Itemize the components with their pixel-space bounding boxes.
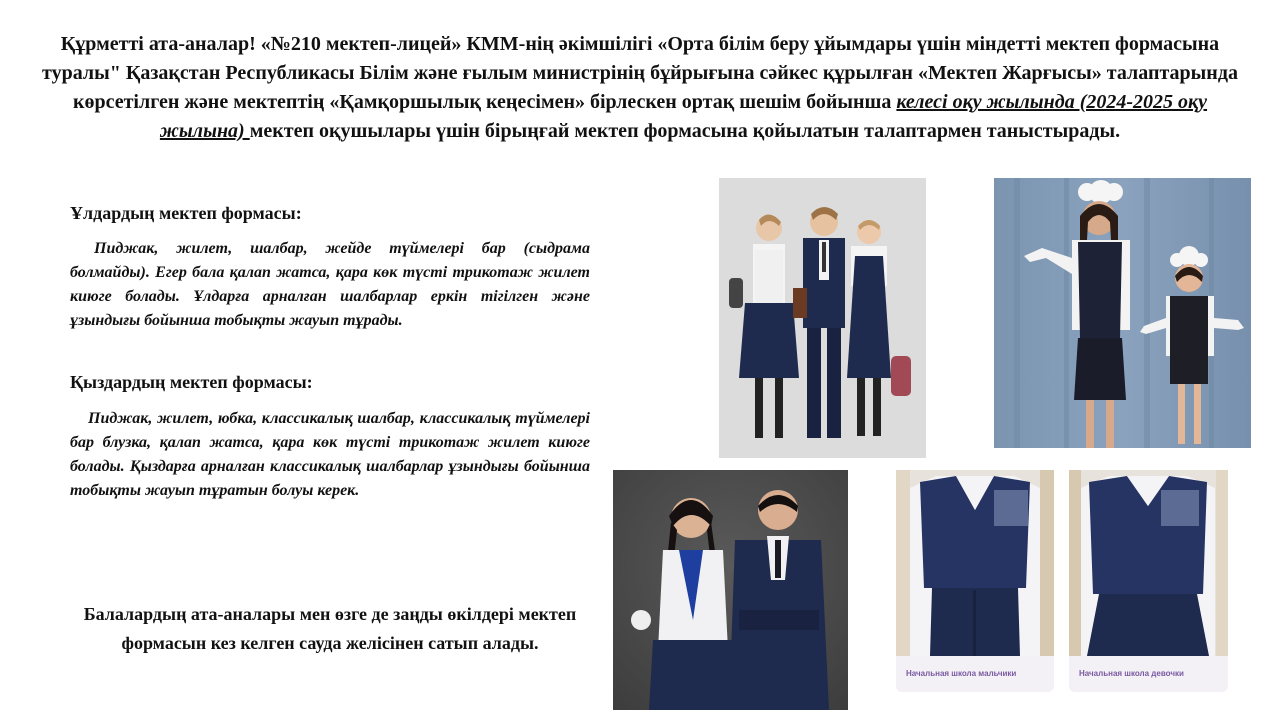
girls-vest-photo: [1069, 470, 1228, 656]
header-highlight-year: келесі оқу жылында (2024-2025 оқу жылына): [159, 91, 1208, 142]
girls-uniform-text: Пиджак, жилет, юбка, классикалық шалбар, классикалық түймелері бар блузка, қалап жатса, қара көк түсті трикотаж жилет киюге болады. Қыздарға арналған классикалық шалбарлар ұзындығы бойынша тобықты жауып тұратын болуы керек.: [70, 410, 590, 499]
header-text-start: Құрметті ата-аналар! «№210 мектеп-лицей» КММ-нің әкімшілігі «Орта білім беру ұйымдары үшін міндетті мектеп формасына туралы" Қазақстан Республикасы Білім және ғылым министрінің бұйрығына сәйкес құрылған «Мектеп Жарғысы» талаптарында көрсетілген және мектептің «Қамқоршылық кеңесімен» бірлескен ортақ шешім бойынша: [42, 33, 1238, 113]
header-text-end: мектеп оқушылары үшін бірыңғай мектеп формасына қойылатын талаптармен таныстырады.: [249, 120, 1121, 142]
girls-uniform-heading: Қыздардың мектеп формасы:: [70, 372, 313, 392]
girl-and-boy-uniform-photo: [613, 470, 848, 710]
purchase-note: Балалардың ата-аналары мен өзге де заңды өкілдері мектеп формасын кез келген сауда желісінен сатып алады.: [83, 604, 577, 653]
boys-vest-caption: Начальная школа мальчики: [906, 669, 1017, 678]
boys-vest-photo: [896, 470, 1054, 656]
boys-uniform-heading: Ұлдардың мектеп формасы:: [70, 203, 302, 223]
three-children-uniform-photo: [719, 178, 926, 458]
announcement-header: [40, 30, 1240, 146]
girls-vest-card: [1069, 470, 1228, 692]
two-girls-uniform-photo: [994, 178, 1251, 448]
girls-vest-caption: Начальная школа девочки: [1079, 669, 1184, 678]
boys-uniform-text: Пиджак, жилет, шалбар, жейде түймелері бар (сыдрама болмайды). Егер бала қалап жатса, қара көк түсті трикотаж жилет киюге болады. Ұлдарға арналған шалбарлар еркін тігілген және ұзындығы бойынша тобықты жауып тұрады.: [70, 240, 590, 329]
boys-vest-card: [896, 470, 1054, 692]
